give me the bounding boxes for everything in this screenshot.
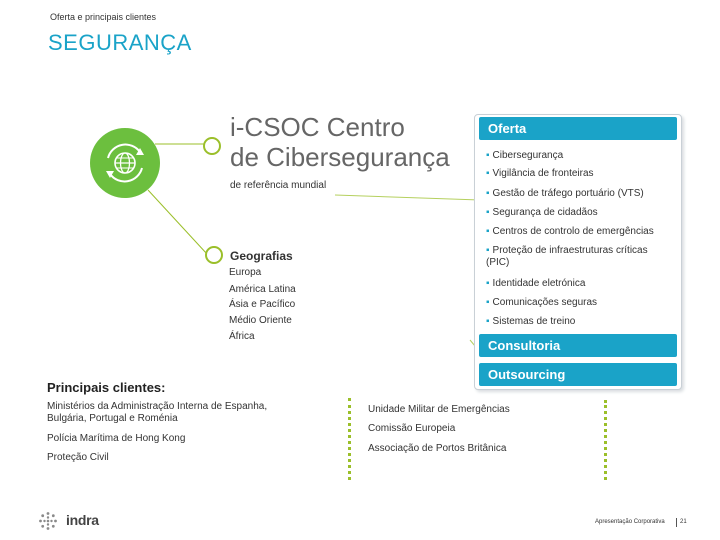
geography-title: Geografias xyxy=(230,249,293,263)
ring-marker-icon xyxy=(203,137,221,155)
bullet-icon: ▪ xyxy=(486,188,490,199)
page-number: 21 xyxy=(680,519,687,525)
footer-divider xyxy=(676,518,677,527)
bullet-icon: ▪ xyxy=(486,207,490,218)
bullet-icon: ▪ xyxy=(486,316,490,327)
geography-item: Ásia e Pacífico xyxy=(229,299,296,310)
client-item: Comissão Europeia xyxy=(368,423,456,434)
bullet-icon: ▪ xyxy=(486,150,490,161)
bullet-icon: ▪ xyxy=(486,278,490,289)
offer-item: ▪ Cibersegurança xyxy=(486,150,564,161)
ring-marker-icon xyxy=(205,246,223,264)
bullet-icon: ▪ xyxy=(486,245,490,256)
soc-subtitle: de referência mundial xyxy=(230,180,327,191)
divider xyxy=(348,398,354,480)
bullet-icon: ▪ xyxy=(486,297,490,308)
offer-header: Oferta xyxy=(479,117,677,140)
offer-item: ▪ Centros de controlo de emergências xyxy=(486,226,654,237)
breadcrumb: Oferta e principais clientes xyxy=(50,12,157,22)
geography-item: Europa xyxy=(229,267,262,278)
client-item: Associação de Portos Britânica xyxy=(368,443,507,454)
soc-title-line2: de Cibersegurança xyxy=(230,142,450,172)
clients-title: Principais clientes: xyxy=(47,380,166,395)
client-item: Unidade Militar de Emergências xyxy=(368,404,510,415)
offer-item: ▪ Gestão de tráfego portuário (VTS) xyxy=(486,188,644,199)
offer-item: ▪ Vigilância de fronteiras xyxy=(486,168,594,179)
indra-logo-text: indra xyxy=(66,512,99,528)
offer-item: ▪ Sistemas de treino xyxy=(486,316,576,327)
offer-item: ▪ Proteção de infraestruturas críticas (PIC) xyxy=(486,245,648,268)
client-item: Ministérios da Administração Interna de Espanha, Bulgária, Portugal e Roménia xyxy=(47,401,268,424)
offer-item: ▪ Comunicações seguras xyxy=(486,297,598,308)
bullet-icon: ▪ xyxy=(486,168,490,179)
offer-item: ▪ Segurança de cidadãos xyxy=(486,207,598,218)
footer-presentation: Apresentação Corporativa xyxy=(595,519,665,525)
geography-item: Médio Oriente xyxy=(229,315,292,326)
divider xyxy=(604,400,610,480)
soc-title-line1: i-CSOC Centro xyxy=(230,112,405,142)
consultoria-header: Consultoria xyxy=(479,334,677,357)
globe-arrows-icon xyxy=(90,128,160,198)
indra-logo-icon xyxy=(38,511,58,531)
geography-item: América Latina xyxy=(229,284,296,295)
client-item: Proteção Civil xyxy=(47,452,109,463)
client-item: Polícia Marítima de Hong Kong xyxy=(47,433,186,444)
outsourcing-header: Outsourcing xyxy=(479,363,677,386)
bullet-icon: ▪ xyxy=(486,226,490,237)
offer-item: ▪ Identidade eletrónica xyxy=(486,278,586,289)
soc-title xyxy=(230,112,450,172)
geography-item: África xyxy=(229,331,255,342)
page-title: SEGURANÇA xyxy=(48,30,192,55)
